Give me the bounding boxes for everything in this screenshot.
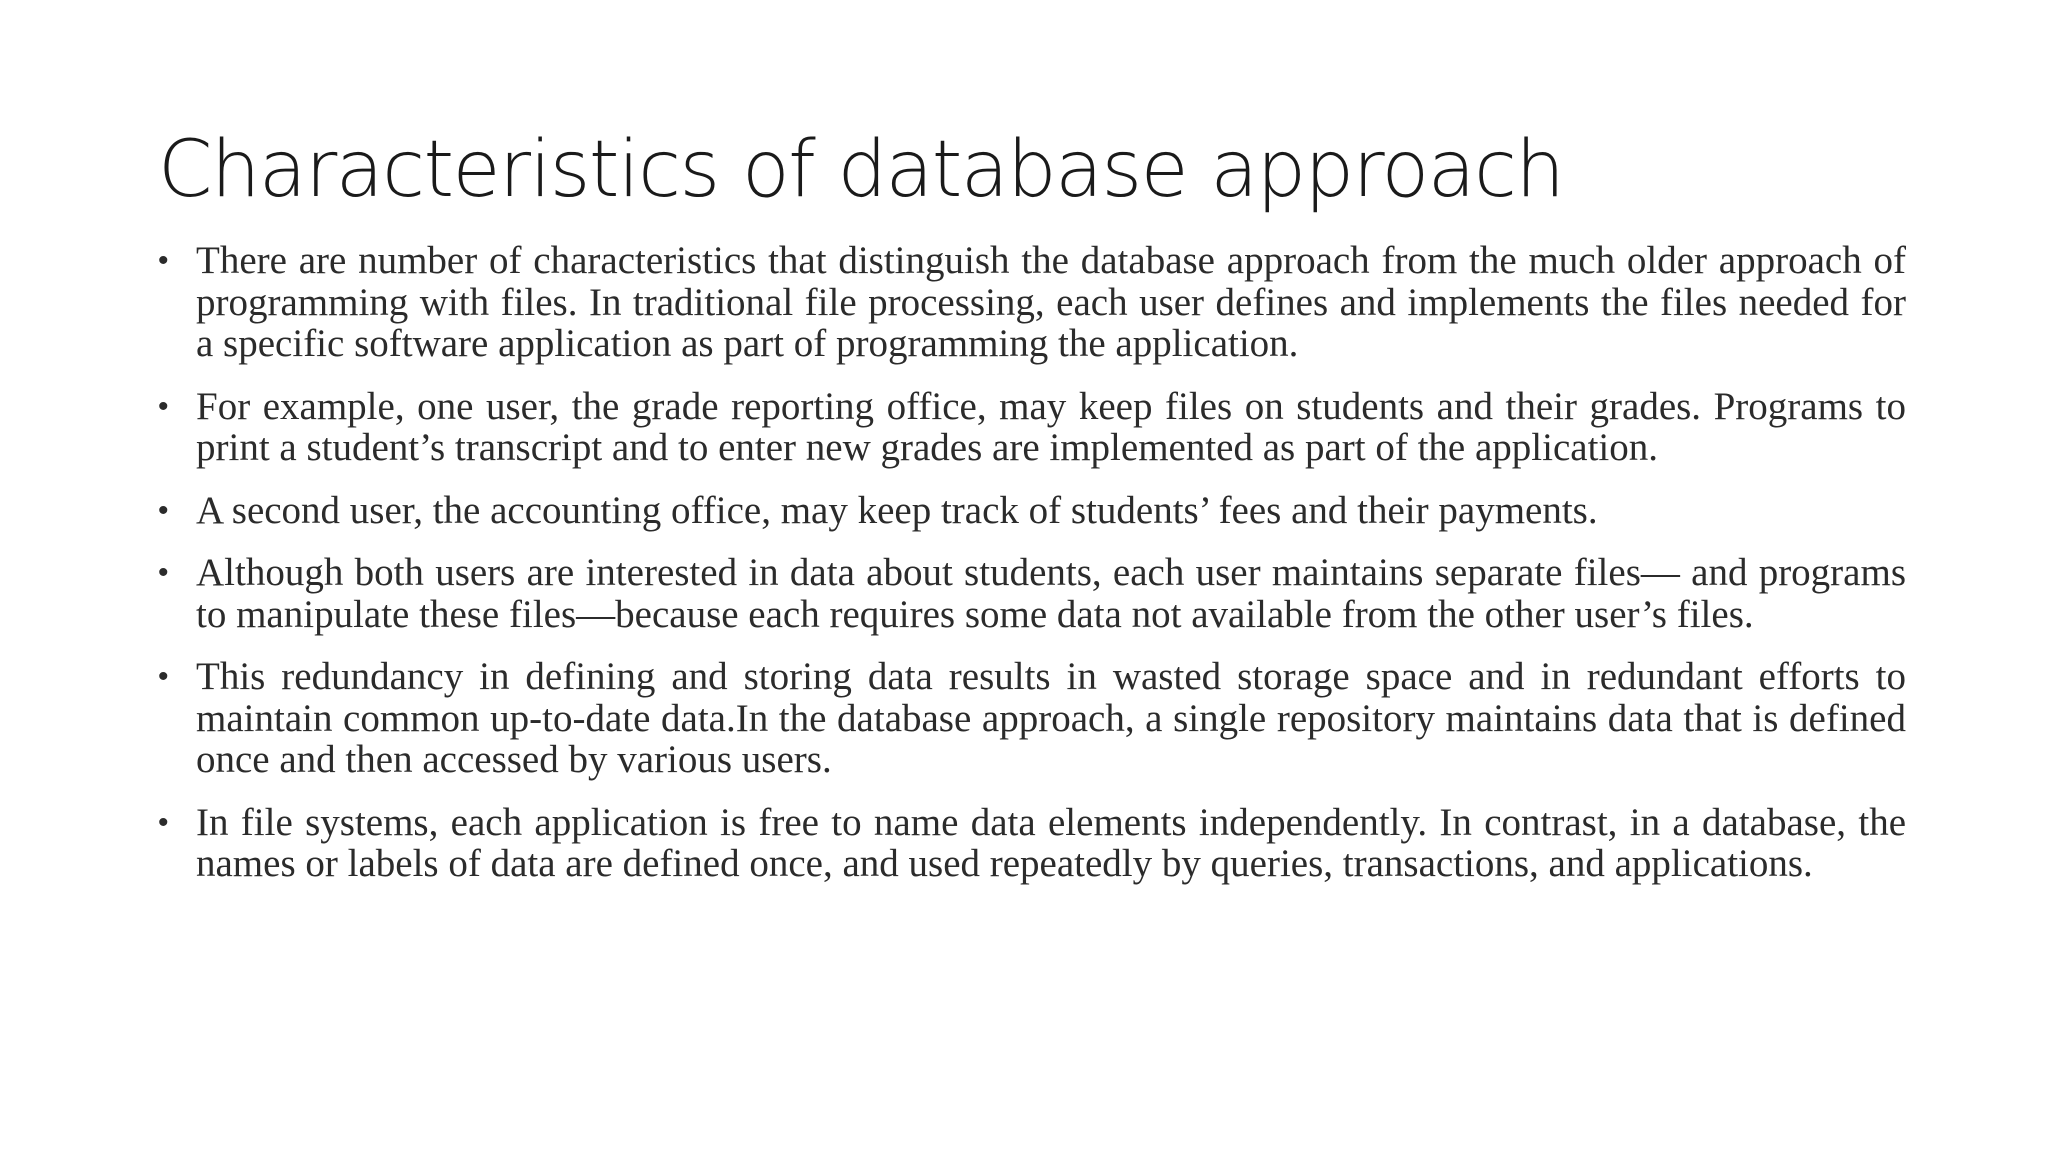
bullet-text: In file systems, each application is free to name data elements independently. In contrast, in a database, the names or labels of data are defined once, and used repeatedly by queries, transactions, and applications. [196,800,1906,885]
bullet-item-4 [154,552,1906,635]
bullet-text: A second user, the accounting office, may keep track of students’ fees and their payments. [196,488,1598,532]
bullet-item-2 [154,386,1906,469]
bullet-list [154,240,1906,906]
bullet-text: There are number of characteristics that distinguish the database approach from the much older approach of programming with files. In traditional file processing, each user defines and implements the files needed for a specific software application as part of programming the application. [196,239,1906,365]
bullet-dot-icon: • [158,389,169,423]
bullet-dot-icon: • [158,660,169,693]
bullet-dot-icon: • [158,493,169,527]
bullet-dot-icon: • [158,556,169,589]
bullet-dot-icon: • [158,244,169,277]
bullet-dot-icon: • [158,805,169,839]
bullet-item-5 [154,656,1906,781]
bullet-item-1 [154,240,1906,365]
slide-title: Characteristics of database approach [158,125,1564,215]
bullet-text: This redundancy in defining and storing data results in wasted storage space and in redundant efforts to maintain common up-to-date data.In the database approach, a single repository maintains data that is defined once and then accessed by various users. [196,655,1906,781]
bullet-text: Although both users are interested in data about students, each user maintains separate files— and programs to manipulate these files—because each requires some data not available from the other user’s files. [196,551,1906,636]
bullet-item-6 [154,802,1906,885]
bullet-item-3 [154,490,1906,532]
bullet-text: For example, one user, the grade reporting office, may keep files on students and their grades. Programs to print a student’s transcript and to enter new grades are implemented as part of the application. [196,384,1906,469]
